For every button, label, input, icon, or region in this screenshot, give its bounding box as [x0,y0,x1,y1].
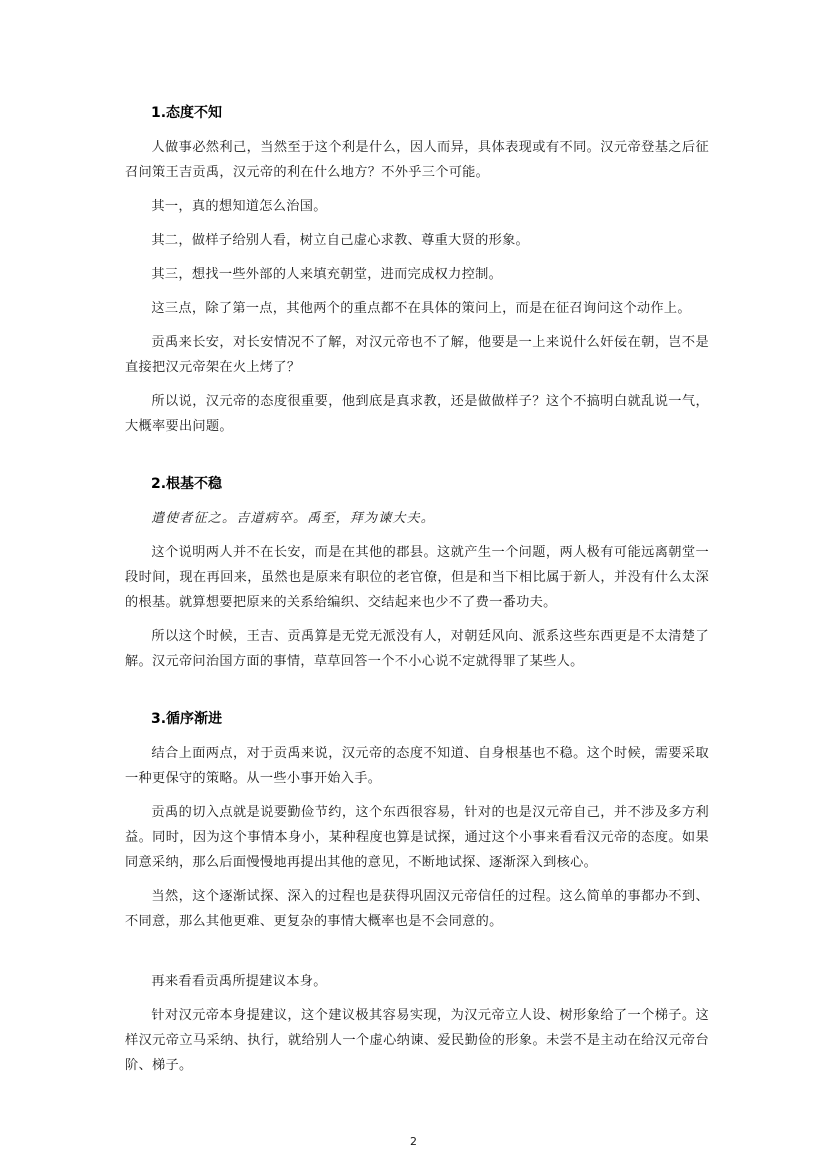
page-number: 2 [410,1135,417,1148]
section-heading-3: 3.循序渐进 [151,711,223,727]
paragraph: 针对汉元帝本身提建议，这个建议极其容易实现，为汉元帝立人设、树形象给了一个梯子。这样汉元帝立马采纳、执行，就给别人一个虚心纳谏、爱民勤俭的形象。未尝不是主动在给汉元帝台阶、梯子。 [125,1008,709,1073]
document-body [125,103,709,1087]
paragraph: 结合上面两点，对于贡禹来说，汉元帝的态度不知道、自身根基也不稳。这个时候，需要采取一种更保守的策略。从一些小事开始入手。 [125,746,709,786]
section-spacer [125,943,709,969]
paragraph: 其二，做样子给别人看，树立自己虚心求教、尊重大贤的形象。 [151,233,530,248]
paragraph: 这三点，除了第一点，其他两个的重点都不在具体的策问上，而是在征召询问这个动作上。 [151,301,691,316]
paragraph: 贡禹的切入点就是说要勤俭节约，这个东西很容易，针对的也是汉元帝自己，并不涉及多方利益。同时，因为这个事情本身小，某种程度也算是试探，通过这个小事来看看汉元帝的态度。如果同意采纳，那么后面慢慢地再提出其他的意见，不断地试探、逐渐深入到核心。 [125,805,709,870]
paragraph: 所以这个时候，王吉、贡禹算是无党无派没有人，对朝廷风向、派系这些东西更是不太清楚了解。汉元帝问治国方面的事情，草草回答一个不小心说不定就得罪了某些人。 [125,629,709,669]
section-spacer [125,448,709,474]
section-heading-1: 1.态度不知 [151,105,223,121]
paragraph: 当然，这个逐渐试探、深入的过程也是获得巩固汉元帝信任的过程。这么简单的事都办不到、不同意，那么其他更难、更复杂的事情大概率也是不会同意的。 [125,889,709,929]
paragraph: 其一，真的想知道怎么治国。 [151,199,327,214]
section-spacer [125,683,709,709]
paragraph: 再来看看贡禹所提建议本身。 [151,974,327,989]
paragraph: 其三，想找一些外部的人来填充朝堂，进而完成权力控制。 [151,267,503,282]
classical-quote: 遣使者征之。吉道病卒。禹至，拜为谏大夫。 [151,511,436,526]
paragraph: 所以说，汉元帝的态度很重要，他到底是真求教，还是做做样子？这个不搞明白就乱说一气，大概率要出问题。 [125,394,709,434]
paragraph: 人做事必然利己，当然至于这个利是什么，因人而异，具体表现或有不同。汉元帝登基之后征召问策王吉贡禹，汉元帝的利在什么地方？不外乎三个可能。 [125,140,709,180]
section-heading-2: 2.根基不稳 [151,476,223,492]
paragraph: 贡禹来长安，对长安情况不了解，对汉元帝也不了解，他要是一上来说什么奸佞在朝，岂不是直接把汉元帝架在火上烤了？ [125,335,709,375]
paragraph: 这个说明两人并不在长安，而是在其他的郡县。这就产生一个问题，两人极有可能远离朝堂一段时间，现在再回来，虽然也是原来有职位的老官僚，但是和当下相比属于新人，并没有什么太深的根基。就算想要把原来的关系给编织、交结起来也少不了费一番功夫。 [125,545,709,610]
